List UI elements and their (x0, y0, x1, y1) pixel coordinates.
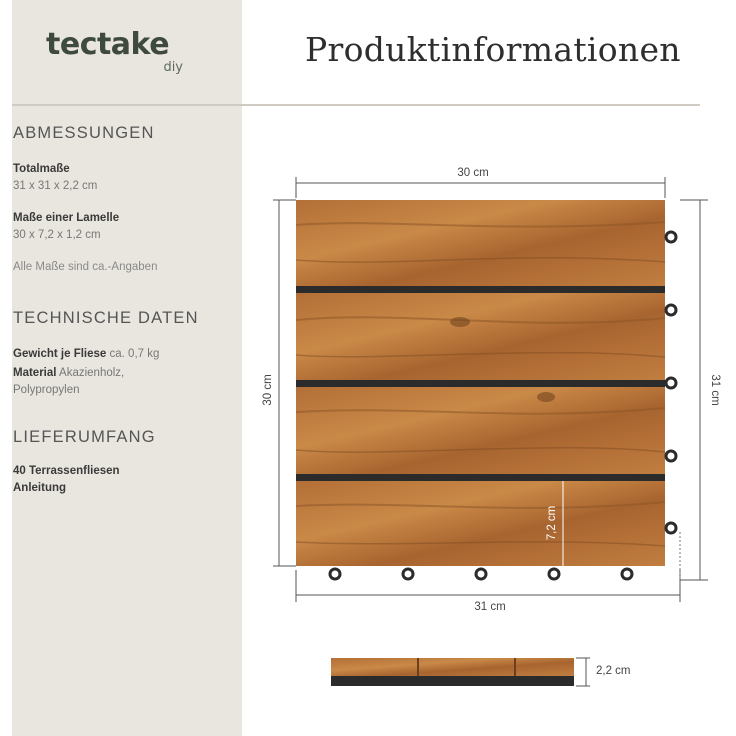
page-title: Produktinformationen (305, 30, 681, 69)
slat-value: 30 x 7,2 x 1,2 cm (13, 229, 101, 241)
right-dimension (680, 200, 721, 580)
weight-label: Gewicht je Fliese (13, 348, 107, 360)
right-height-label: 31 cm (709, 374, 721, 406)
technical-section (13, 309, 238, 399)
delivery-heading: LIEFERUMFANG (13, 428, 156, 446)
brand-sub: diy (163, 60, 183, 75)
total-value: 31 x 31 x 2,2 cm (13, 180, 98, 192)
bottom-clips (330, 569, 632, 579)
material-label: Material (13, 367, 57, 379)
side-clips (666, 232, 676, 533)
slat-2 (296, 293, 665, 380)
weight-row (13, 344, 238, 363)
left-height-label: 30 cm (262, 374, 274, 406)
dimensions-heading: ABMESSUNGEN (13, 124, 155, 142)
top-width-label: 30 cm (457, 167, 489, 179)
top-dimension (296, 167, 665, 198)
total-label: Totalmaße (13, 163, 70, 175)
dimensions-note: Alle Maße sind ca.-Angaben (13, 261, 158, 273)
delivery-item-1: 40 Terrassenfliesen (13, 465, 120, 477)
thickness-label: 2,2 cm (596, 665, 631, 677)
slat-1 (296, 200, 665, 286)
slat-4 (296, 481, 665, 566)
slat-label: Maße einer Lamelle (13, 212, 120, 224)
slat-3 (296, 387, 665, 474)
brand-logo (46, 26, 191, 75)
title-divider (12, 104, 700, 106)
brand-name: tectake (46, 27, 170, 62)
tile-diagram (250, 150, 730, 710)
dimensions-section (13, 124, 238, 276)
side-profile (331, 658, 631, 686)
delivery-section (13, 428, 238, 497)
weight-value: ca. 0,7 kg (106, 348, 160, 360)
left-dimension (262, 200, 296, 566)
delivery-item-2: Anleitung (13, 482, 67, 494)
material-value-2: Polypropylen (13, 384, 80, 396)
slat-height-label: 7,2 cm (546, 505, 558, 541)
bottom-width-label: 31 cm (474, 601, 506, 613)
material-row (13, 363, 238, 382)
technical-heading: TECHNISCHE DATEN (13, 309, 199, 327)
material-value: Akazienholz, (56, 367, 125, 379)
